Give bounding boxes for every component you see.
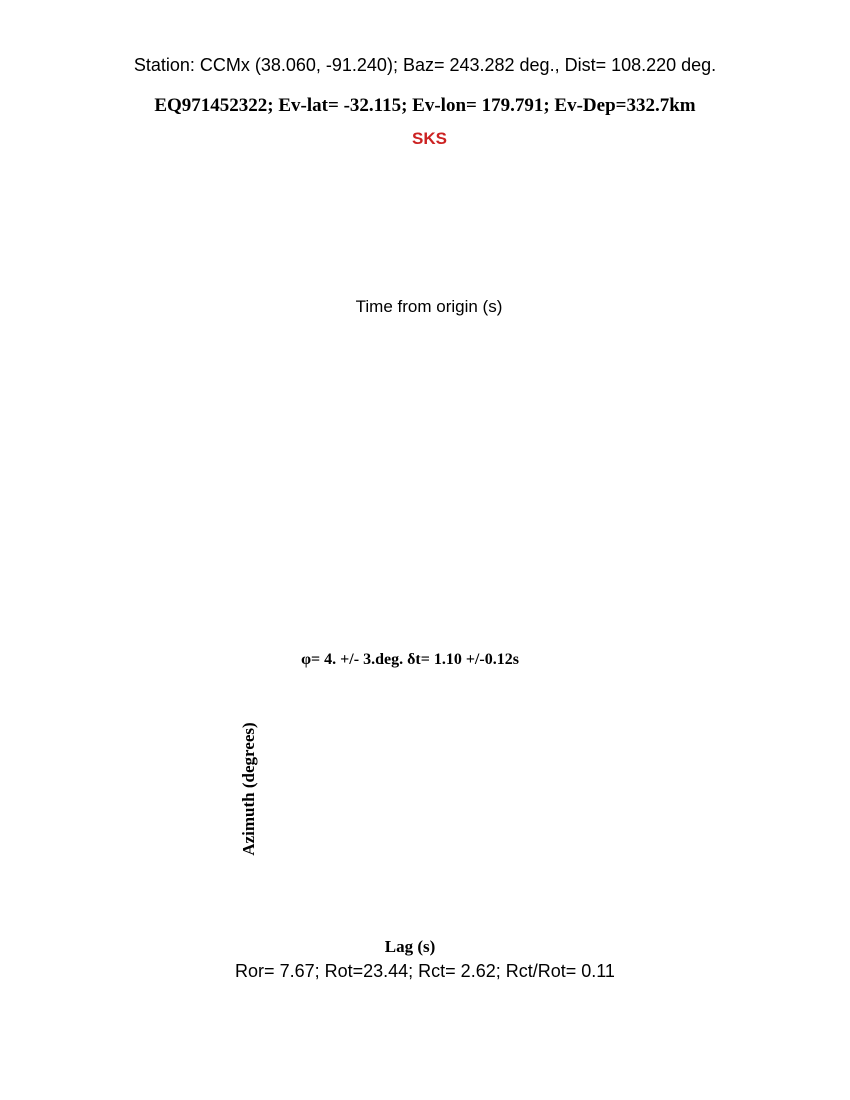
azimuth-axis-label: Azimuth (degrees): [239, 722, 258, 856]
event-title: EQ971452322; Ev-lat= -32.115; Ev-lon= 179.791; Ev-Dep=332.7km: [154, 95, 696, 116]
splitting-result-title: φ= 4. +/- 3.deg. δt= 1.10 +/-0.12s: [301, 651, 519, 668]
station-title: Station: CCMx (38.060, -91.240); Baz= 243.282 deg., Dist= 108.220 deg.: [133, 55, 717, 75]
phase-label-sks: SKS: [412, 129, 447, 148]
lag-axis-label: Lag (s): [384, 937, 436, 956]
time-axis-title: Time from origin (s): [355, 297, 503, 316]
splitting-stats-line: Ror= 7.67; Rot=23.44; Rct= 2.62; Rct/Rot= 0.11: [235, 961, 615, 981]
